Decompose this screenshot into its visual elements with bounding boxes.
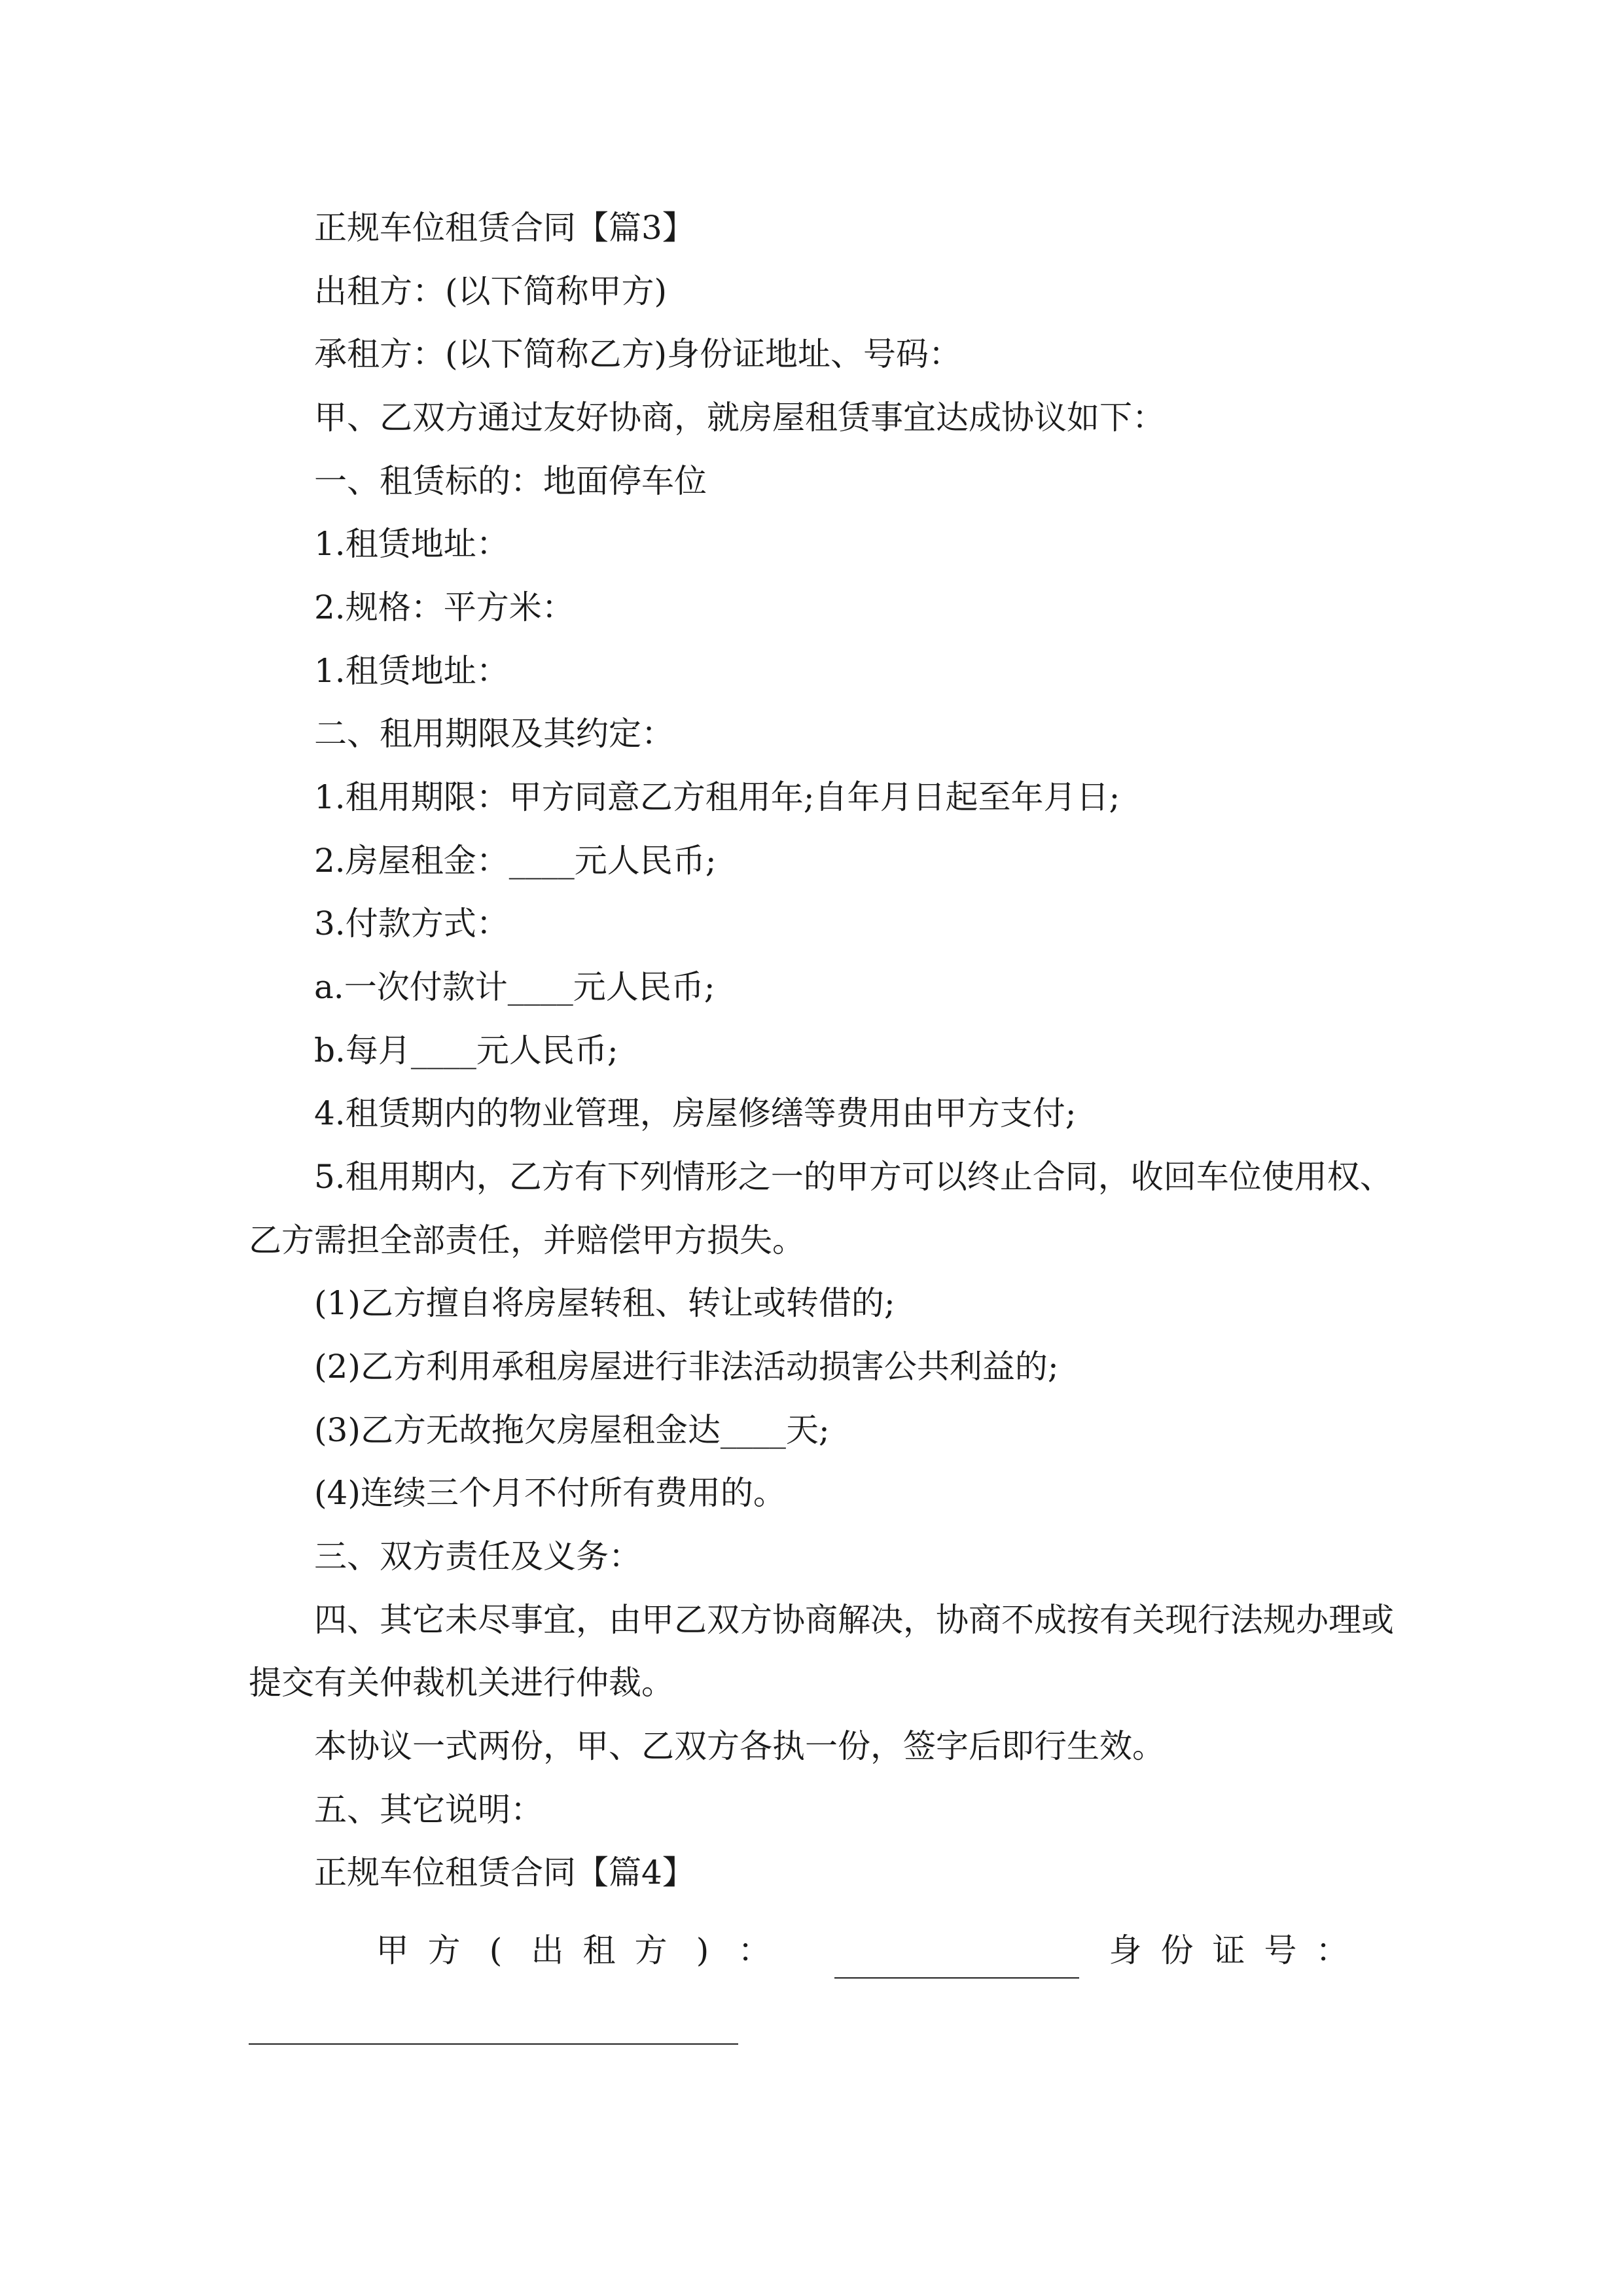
termination-clause: 5.租用期内，乙方有下列情形之一的甲方可以终止合同，收回车位使用权、	[314, 1158, 1393, 1196]
specification: 2.规格：平方米：	[314, 588, 575, 626]
section-4-text: 四、其它未尽事宜，由甲乙双方协商解决，协商不成按有关现行法规办理或	[314, 1601, 1394, 1639]
payment-monthly: b.每月____元人民币;	[314, 1031, 618, 1069]
termination-clause-cont: 乙方需担全部责任，并赔偿甲方损失。	[249, 1221, 805, 1259]
copies-clause: 本协议一式两份，甲、乙双方各执一份，签字后即行生效。	[314, 1727, 1165, 1765]
lease-address-repeat: 1.租赁地址：	[314, 652, 509, 690]
party-a-name-blank	[834, 1977, 1079, 1979]
party-a-char: 租	[582, 1931, 616, 1969]
condition-3: (3)乙方无故拖欠房屋租金达____天;	[314, 1411, 830, 1449]
section-1-title: 一、租赁标的：地面停车位	[314, 462, 707, 500]
party-a-char: ：	[738, 1931, 771, 1969]
party-a-char: 甲	[376, 1931, 409, 1969]
id-number-char: ：	[1315, 1931, 1349, 1969]
party-a-char: (	[489, 1931, 503, 1969]
lessor-line: 出租方：(以下简称甲方)	[314, 272, 668, 310]
id-number-char: 份	[1160, 1931, 1194, 1969]
property-fees: 4.租赁期内的物业管理，房屋修缮等费用由甲方支付;	[314, 1094, 1077, 1132]
payment-lump-sum: a.一次付款计____元人民币;	[314, 968, 715, 1006]
condition-2: (2)乙方利用承租房屋进行非法活动损害公共利益的;	[314, 1348, 1059, 1386]
lease-address: 1.租赁地址：	[314, 525, 509, 563]
rent-amount: 2.房屋租金：____元人民币;	[314, 842, 717, 880]
party-a-line	[366, 1931, 1374, 1977]
id-number-char: 身	[1109, 1931, 1142, 1969]
party-a-char: 方	[427, 1931, 461, 1969]
heading-part-3: 正规车位租赁合同【篇3】	[314, 209, 695, 247]
lease-term: 1.租用期限：甲方同意乙方租用年;自年月日起至年月日;	[314, 778, 1120, 816]
lessee-line: 承租方：(以下简称乙方)身份证地址、号码：	[314, 335, 962, 373]
section-3-title: 三、双方责任及义务：	[314, 1537, 641, 1575]
condition-4: (4)连续三个月不付所有费用的。	[314, 1474, 786, 1512]
id-number-blank	[249, 2043, 738, 2045]
party-a-char: 出	[531, 1931, 564, 1969]
section-2-title: 二、租用期限及其约定：	[314, 715, 674, 753]
section-4-text-cont: 提交有关仲裁机关进行仲裁。	[249, 1664, 674, 1702]
payment-method: 3.付款方式：	[314, 905, 509, 942]
party-a-char: 方	[634, 1931, 668, 1969]
section-5-title: 五、其它说明：	[314, 1791, 543, 1829]
id-number-char: 号	[1264, 1931, 1297, 1969]
id-number-char: 证	[1212, 1931, 1245, 1969]
party-a-char: )	[696, 1931, 709, 1969]
heading-part-4: 正规车位租赁合同【篇4】	[314, 1854, 695, 1892]
condition-1: (1)乙方擅自将房屋转租、转让或转借的;	[314, 1284, 895, 1322]
agreement-intro: 甲、乙双方通过友好协商，就房屋租赁事宜达成协议如下：	[314, 399, 1165, 437]
